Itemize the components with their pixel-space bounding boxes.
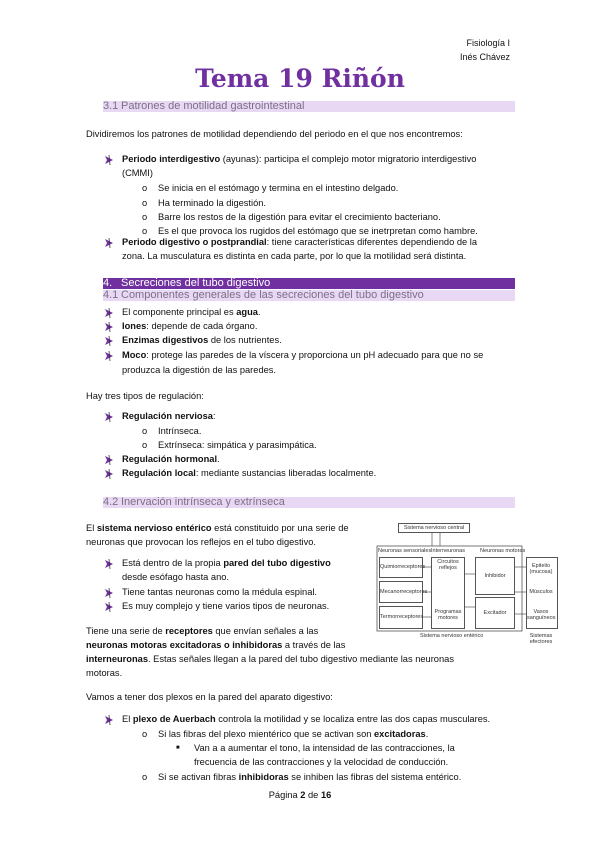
list-item: Intrínseca. [158, 426, 202, 436]
epitelio-label: Epitelio (mucosa) [529, 563, 553, 575]
text: controla la motilidad y se localiza entre las dos capas musculares. [215, 714, 491, 724]
componente-item [122, 348, 483, 362]
section-heading-4-2 [103, 497, 515, 508]
arrow-bullet-icon [104, 587, 116, 599]
term: neuronas motoras excitadoras o inhibidoras [86, 640, 283, 650]
text: : depende de cada órgano. [146, 321, 258, 331]
sne-paragraph [86, 521, 349, 535]
text: . Estas señales llegan a la pared del tubo digestivo mediante las neuronas [148, 654, 454, 664]
circle-bullet-icon: o [142, 212, 148, 222]
arrow-bullet-icon [104, 601, 116, 613]
text: . [425, 729, 429, 739]
enteric-nervous-system-diagram [376, 517, 558, 650]
text: Página [268, 790, 301, 800]
text: Tiene una serie de [86, 626, 166, 636]
sne-bullet-1-cont: desde esófago hasta ano. [122, 572, 230, 582]
circle-bullet-icon: o [142, 198, 148, 208]
term: Regulación hormonal [122, 454, 218, 464]
text: . [257, 307, 261, 317]
text: de los nutrientes. [208, 335, 282, 345]
text: que envían señales a las [212, 626, 319, 636]
text: . [217, 454, 220, 464]
section-number: 4.2 [103, 496, 119, 508]
sub-bullet [142, 438, 158, 452]
arrow-bullet-icon [104, 714, 116, 726]
sub-bullet [142, 181, 158, 195]
circle-bullet-icon: o [142, 440, 148, 450]
term: plexo de Auerbach [132, 714, 216, 724]
list-item: Barre los restos de la digestión para evitar el crecimiento bacteriano. [158, 212, 441, 222]
text: : [212, 411, 216, 421]
quimio-box: Quimiorreceptores [379, 557, 423, 578]
arrow-bullet-icon [104, 335, 116, 347]
componente-item [122, 305, 261, 319]
text: está constituido por una serie de [211, 523, 349, 533]
circuitos-label: Circuitos reflejos [437, 559, 459, 571]
arrow-bullet-icon [104, 454, 116, 466]
header-subject: Fisiología I [466, 38, 510, 48]
sub-bullet [142, 770, 158, 784]
sub-bullet [142, 727, 158, 741]
receptores-line-1 [86, 624, 364, 638]
text: de [305, 790, 321, 800]
col-sensory-label: Neuronas sensoriales [378, 548, 432, 554]
arrow-bullet-icon [104, 321, 116, 333]
programas-label: Programas motores [434, 609, 462, 621]
circle-bullet-icon: o [142, 426, 148, 436]
auerbach-sub-1 [158, 727, 428, 741]
term: Iones [122, 321, 147, 331]
periodo-interdigestivo [122, 152, 476, 166]
term: Enzimas digestivos [122, 335, 209, 345]
periodo-interdigestivo-cont: (CMMI) [122, 168, 153, 178]
text: El [86, 523, 97, 533]
regulacion-local [122, 466, 376, 480]
sub-bullet [142, 424, 158, 438]
text: Si se activan fibras [158, 772, 239, 782]
text: : mediante sustancias liberadas localmente. [195, 468, 377, 478]
snc-box: Sistema nervioso central [398, 523, 470, 533]
section-number: 3.1 [103, 100, 119, 112]
text: se inhiben las fibras del sistema entérico. [288, 772, 462, 782]
intro-paragraph: Dividiremos los patrones de motilidad dependiendo del periodo en el que nos encontremos: [86, 129, 463, 139]
termo-box: Termorreceptores [379, 606, 423, 629]
list-item: Se inicia en el estómago y termina en el intestino delgado. [158, 183, 399, 193]
periodo-digestivo-cont: zona. La musculatura es distinta en cada parte, por lo que la motilidad será distinta. [122, 251, 467, 261]
page-title: Tema 19 Riñón [195, 64, 405, 93]
vasos-label: Vasos sanguíneos [527, 609, 556, 621]
circle-bullet-icon: o [142, 729, 148, 739]
arrow-bullet-icon [104, 468, 116, 480]
term: Periodo interdigestivo [122, 154, 221, 164]
term: inhibidoras [238, 772, 289, 782]
section-number: 4.1 [103, 289, 119, 301]
text: Está dentro de la propia [122, 558, 224, 568]
excitador-box: Excitador [475, 597, 515, 629]
plexos-intro: Vamos a tener dos plexos en la pared del aparato digestivo: [86, 692, 333, 702]
receptores-line-4: motoras. [86, 668, 123, 678]
receptores-line-2 [86, 638, 345, 652]
circle-bullet-icon: o [142, 226, 148, 236]
col-motor-label: Neuronas motoras [480, 548, 526, 554]
list-item: Es el que provoca los rugidos del estómago que se inetrpretan como hambre. [158, 226, 478, 236]
term: pared del tubo digestivo [223, 558, 331, 568]
list-item: Extrínseca: simpática y parasimpática. [158, 440, 317, 450]
section-title: Patrones de motilidad gastrointestinal [121, 100, 305, 112]
term: receptores [165, 626, 213, 636]
moco-cont: produzca la digestión de las paredes. [122, 365, 277, 375]
sub-bullet [142, 210, 158, 224]
text: (ayunas): participa el complejo motor migratorio interdigestivo [220, 154, 477, 164]
efectores-caption: Sistemas efectores [529, 633, 553, 645]
section-title: Secreciones del tubo digestivo [121, 277, 271, 289]
page-total: 16 [320, 790, 332, 800]
text: a través de las [282, 640, 346, 650]
term: excitadoras [374, 729, 426, 739]
arrow-bullet-icon [104, 558, 116, 570]
arrow-bullet-icon [104, 307, 116, 319]
section-heading-4-1 [103, 290, 515, 301]
auerbach-detail-1: Van a a aumentar el tono, la intensidad de las contracciones, la [194, 743, 455, 753]
text: : protege las paredes de la víscera y proporciona un pH adecuado para que no se [146, 350, 484, 360]
componente-item [122, 319, 257, 333]
sne-caption: Sistema nervioso entérico [420, 633, 484, 639]
text: El componente principal es [122, 307, 237, 317]
section-heading-3-1 [103, 101, 515, 112]
section-title: Inervación intrínseca y extrínseca [121, 496, 285, 508]
auerbach-sub-2 [158, 770, 461, 784]
section-number: 4. [103, 277, 113, 289]
regulacion-nerviosa [122, 409, 216, 423]
arrow-bullet-icon [104, 411, 116, 423]
term: agua [236, 307, 258, 317]
sne-bullet-2: Tiene tantas neuronas como la médula espinal. [122, 587, 318, 597]
arrow-bullet-icon [104, 154, 116, 166]
sne-paragraph-cont: neuronas que provocan los reflejos en el tubo digestivo. [86, 537, 316, 547]
regulacion-hormonal [122, 452, 220, 466]
term: Regulación local [122, 468, 196, 478]
text: El [122, 714, 133, 724]
section-heading-4 [103, 278, 515, 289]
term: interneuronas [86, 654, 148, 664]
arrow-bullet-icon [104, 350, 116, 362]
header-author: Inés Chávez [459, 52, 510, 62]
sne-bullet-1 [122, 556, 331, 570]
sne-bullet-3: Es muy complejo y tiene varios tipos de neuronas. [122, 601, 330, 611]
inhibidor-box: Inhibidor [475, 557, 515, 595]
term: Regulación nerviosa [122, 411, 213, 421]
text: Si las fibras del plexo mientérico que se activan son [158, 729, 375, 739]
periodo-digestivo [122, 235, 515, 249]
musculos-label: Músculos [529, 589, 553, 595]
term: Periodo digestivo o postprandial [122, 237, 267, 247]
page-footer [0, 790, 600, 800]
auerbach-detail-2: frecuencia de las contracciones y la velocidad de conducción. [194, 757, 449, 767]
receptores-line-3 [86, 652, 454, 666]
circle-bullet-icon: o [142, 772, 148, 782]
list-item: Ha terminado la digestión. [158, 198, 267, 208]
plexo-auerbach [122, 712, 490, 726]
mecano-box: Mecanorreceptores [379, 581, 423, 603]
col-inter-label: Interneuronas [431, 548, 465, 554]
page-number: 2 [300, 790, 306, 800]
term: sistema nervioso entérico [96, 523, 212, 533]
circle-bullet-icon: o [142, 183, 148, 193]
section-title: Componentes generales de las secreciones del tubo digestivo [121, 289, 424, 301]
text: : tiene características diferentes dependiendo de la [266, 237, 477, 247]
arrow-bullet-icon [104, 237, 116, 249]
sub-bullet [142, 196, 158, 210]
componente-item [122, 333, 282, 347]
square-bullet-icon: ■ [176, 745, 180, 751]
term: Moco [122, 350, 147, 360]
regulacion-intro: Hay tres tipos de regulación: [86, 391, 204, 401]
